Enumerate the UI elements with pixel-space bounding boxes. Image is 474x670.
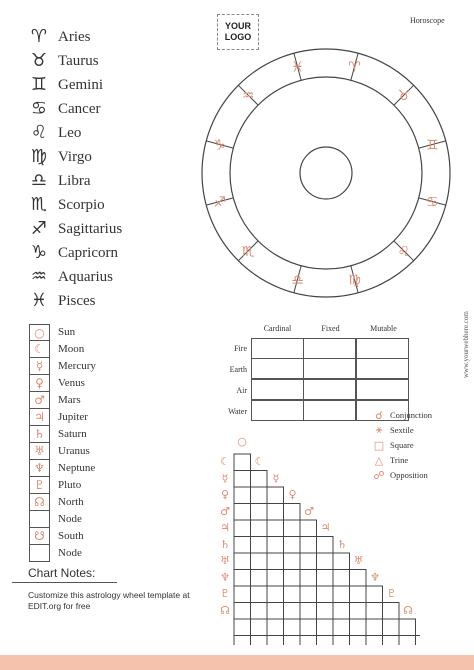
page-title: Horoscope — [410, 16, 445, 25]
aspect-grid-diagonal-icon: ♅ — [353, 554, 364, 567]
planet-name: Sun — [58, 326, 76, 338]
zodiac-sign-icon: ♏ — [30, 194, 48, 215]
aspect-grid-cell[interactable] — [317, 603, 334, 620]
planet-icon-box: ☋ — [29, 528, 50, 545]
aspect-grid-cell[interactable] — [383, 636, 400, 646]
aspect-grid-diagonal-icon: ♄ — [337, 537, 347, 551]
aspect-grid-row-icon: ♆ — [220, 570, 230, 584]
planet-icon-box — [29, 511, 50, 528]
aspect-icon: ☌ — [375, 408, 383, 422]
aspect-grid-cell[interactable] — [317, 619, 334, 636]
aspect-grid-cell[interactable] — [284, 553, 301, 570]
zodiac-sign-icon: ♊ — [30, 74, 48, 95]
aspect-grid-cell[interactable] — [234, 520, 251, 537]
aspect-grid-cell[interactable] — [267, 487, 284, 504]
wheel-sign-icon: ♉ — [397, 88, 411, 105]
planet-icon-box: ☊ — [29, 494, 50, 511]
wheel-sign-icon: ♋ — [425, 194, 439, 211]
aspect-grid-cell[interactable] — [333, 586, 350, 603]
sign-name: Aries — [58, 29, 91, 45]
aspect-grid-cell[interactable] — [350, 586, 367, 603]
planet-icon-box: ♆ — [29, 460, 50, 477]
aspect-grid-cells — [234, 454, 420, 645]
wheel-center — [300, 147, 352, 199]
element-cell[interactable] — [251, 379, 304, 400]
element-cell[interactable] — [356, 379, 409, 400]
planet-icon-box: ♇ — [29, 477, 50, 494]
aspect-grid-cell[interactable] — [234, 487, 251, 504]
planet-icon-box: ♄ — [29, 426, 50, 443]
planet-name: Jupiter — [58, 411, 88, 423]
zodiac-sign-icon: ♑ — [30, 242, 48, 263]
aspect-grid-cell[interactable] — [366, 636, 383, 646]
aspect-grid-cell[interactable] — [251, 553, 268, 570]
wheel-sign-icon: ♒ — [241, 88, 255, 105]
aspect-grid-cell[interactable] — [267, 619, 284, 636]
sign-name: Gemini — [58, 77, 103, 93]
element-cell[interactable] — [356, 338, 409, 359]
zodiac-sign-icon: ♎ — [30, 170, 48, 191]
aspect-grid-cell[interactable] — [284, 570, 301, 587]
aspect-grid-cell[interactable] — [251, 619, 268, 636]
aspect-grid-cell[interactable] — [267, 603, 284, 620]
aspect-grid-cell[interactable] — [267, 520, 284, 537]
footer-band — [0, 655, 474, 670]
aspect-grid-cell[interactable] — [399, 636, 416, 646]
aspect-grid-cell[interactable] — [300, 636, 317, 646]
sign-name: Cancer — [58, 101, 101, 117]
planet-icon-box: ☾ — [29, 341, 50, 358]
aspect-grid-cell[interactable] — [300, 586, 317, 603]
sign-name: Aquarius — [58, 269, 113, 285]
aspect-name: Opposition — [390, 470, 428, 480]
sign-name: Libra — [58, 173, 91, 189]
sign-item — [28, 218, 122, 240]
wheel-sign-icon: ♊ — [425, 137, 439, 154]
aspect-grid-cell[interactable] — [317, 570, 334, 587]
aspect-name: Square — [390, 440, 414, 450]
aspect-grid-row-icon: ♀ — [220, 488, 230, 501]
sign-item — [28, 26, 91, 48]
wheel-inner-ring — [230, 77, 422, 269]
aspect-grid-cell[interactable] — [300, 570, 317, 587]
aspect-icon: ☍ — [373, 468, 385, 482]
aspect-grid-cell[interactable] — [234, 504, 251, 521]
aspect-grid-cell[interactable] — [366, 603, 383, 620]
sign-item — [28, 74, 103, 96]
wheel-sign-icon: ♐ — [213, 194, 227, 211]
element-column-header: Cardinal — [263, 324, 292, 333]
aspect-grid-cell[interactable] — [317, 553, 334, 570]
aspect-grid-cell[interactable] — [267, 570, 284, 587]
element-cell[interactable] — [303, 338, 356, 359]
aspect-grid-cell[interactable] — [300, 537, 317, 554]
sign-item — [28, 290, 96, 312]
aspect-grid-row-icon: ♅ — [220, 554, 230, 567]
side-url: www.yourwebhere.com — [462, 311, 470, 378]
aspect-grid-cell[interactable] — [300, 520, 317, 537]
zodiac-sign-icon: ♉ — [30, 50, 48, 71]
element-cell[interactable] — [303, 379, 356, 400]
aspect-grid-diagonal-icon: ☾ — [254, 455, 265, 468]
sign-name: Pisces — [58, 293, 96, 309]
aspect-grid-cell[interactable] — [383, 619, 400, 636]
zodiac-sign-icon: ♐ — [30, 218, 48, 239]
sign-name: Leo — [58, 125, 82, 141]
aspect-grid-cell[interactable] — [234, 454, 251, 471]
aspect-grid-cell[interactable] — [383, 603, 400, 620]
aspect-icon: □ — [373, 438, 385, 452]
aspect-grid-cell[interactable] — [267, 537, 284, 554]
aspect-grid-cell[interactable] — [251, 570, 268, 587]
aspect-grid-row-icon: ☿ — [221, 471, 229, 485]
aspect-grid-cell[interactable] — [284, 636, 301, 646]
wheel-sign-icon: ♈ — [348, 59, 361, 76]
aspect-grid-diagonal-icon: ♆ — [370, 570, 380, 584]
aspect-grid-cell[interactable] — [234, 619, 251, 636]
aspect-grid-cell[interactable] — [284, 603, 301, 620]
aspect-grid-cell[interactable] — [234, 553, 251, 570]
planet-name: Node — [58, 547, 82, 559]
aspect-grid-diagonal-icon: ☿ — [272, 471, 280, 485]
element-cell[interactable] — [251, 338, 304, 359]
element-cell[interactable] — [251, 358, 304, 379]
element-cell[interactable] — [303, 358, 356, 379]
sign-item — [28, 194, 105, 216]
planet-icon-box: ♀ — [29, 375, 50, 392]
planet-name: South — [58, 530, 84, 542]
zodiac-sign-icon: ♓ — [30, 290, 48, 311]
aspect-grid-cell[interactable] — [234, 570, 251, 587]
wheel-group — [202, 49, 450, 297]
sign-name: Taurus — [58, 53, 99, 69]
aspect-grid-cell[interactable] — [366, 586, 383, 603]
aspect-grid-cell[interactable] — [251, 487, 268, 504]
element-cell[interactable] — [356, 358, 409, 379]
chart-notes-text: Customize this astrology wheel template at EDIT.org for free — [28, 590, 190, 611]
zodiac-sign-icon: ♌ — [30, 122, 48, 143]
planet-name: Mercury — [58, 360, 96, 372]
aspect-grid-cell[interactable] — [251, 603, 268, 620]
aspect-grid-cell[interactable] — [416, 636, 421, 646]
aspect-grid-cell[interactable] — [284, 537, 301, 554]
zodiac-sign-icon: ♈ — [30, 26, 48, 47]
aspect-grid-cell[interactable] — [317, 636, 334, 646]
aspect-grid-cell[interactable] — [234, 636, 251, 646]
planet-name: Neptune — [58, 462, 96, 474]
wheel-sign-icon: ♓ — [291, 59, 304, 76]
aspect-grid-cell[interactable] — [300, 603, 317, 620]
planet-name: Mars — [58, 394, 81, 406]
wheel-sign-icon: ♌ — [397, 243, 411, 260]
planet-name: Uranus — [58, 445, 90, 457]
aspect-grid-diagonal-icon: ♂ — [304, 504, 314, 518]
planet-icon-box: ♃ — [29, 409, 50, 426]
aspect-grid-cell[interactable] — [251, 636, 268, 646]
aspect-grid-cell[interactable] — [234, 603, 251, 620]
element-column-header: Mutable — [370, 324, 397, 333]
element-column-header: Fixed — [321, 324, 340, 333]
element-row-label: Air — [236, 386, 247, 395]
aspect-grid-cell[interactable] — [267, 504, 284, 521]
planet-name: Pluto — [58, 479, 82, 491]
aspect-grid-cell[interactable] — [350, 636, 367, 646]
aspect-grid-diagonal-icon: ☊ — [403, 603, 413, 617]
zodiac-wheel — [197, 44, 455, 302]
element-row-label: Water — [228, 407, 247, 416]
aspect-name: Trine — [390, 455, 409, 465]
aspect-grid-cell[interactable] — [350, 603, 367, 620]
aspect-grid-cell[interactable] — [284, 586, 301, 603]
aspect-grid-row-icon: ☊ — [220, 603, 230, 617]
aspect-grid-diagonal-icon: ○ — [237, 435, 247, 448]
chart-notes-title: Chart Notes: — [28, 566, 96, 580]
aspect-grid-cell[interactable] — [333, 553, 350, 570]
planet-name: North — [58, 496, 84, 508]
aspect-grid-cell[interactable] — [350, 570, 367, 587]
aspect-grid-cell[interactable] — [284, 619, 301, 636]
aspect-grid-cell[interactable] — [251, 504, 268, 521]
wheel-sign-icon: ♎ — [291, 272, 304, 289]
wheel-sign-icon: ♏ — [241, 243, 255, 260]
sign-item — [28, 242, 118, 264]
aspect-grid-row-icon: ☾ — [220, 455, 230, 468]
aspect-grid-row-icon: ♇ — [220, 587, 230, 600]
sign-item — [28, 50, 99, 72]
aspect-grid-diagonal-icon: ♃ — [320, 521, 331, 534]
sign-item — [28, 266, 113, 288]
planet-name: Saturn — [58, 428, 87, 440]
sign-item — [28, 146, 92, 168]
aspect-icon: ⚹ — [375, 423, 383, 436]
sign-item — [28, 170, 90, 192]
zodiac-sign-icon: ♍ — [30, 146, 48, 167]
wheel-sign-icon: ♍ — [348, 272, 361, 289]
zodiac-sign-icon: ♋ — [30, 98, 48, 119]
planet-icon-box — [29, 545, 50, 562]
planet-name: Venus — [58, 377, 85, 389]
aspect-grid-cell[interactable] — [251, 520, 268, 537]
aspect-grid-cell[interactable] — [284, 520, 301, 537]
aspect-grid-cell[interactable] — [350, 619, 367, 636]
element-row-label: Earth — [229, 365, 247, 374]
aspect-name: Conjunction — [390, 410, 433, 420]
aspect-grid-cell[interactable] — [300, 619, 317, 636]
aspect-grid-cell[interactable] — [251, 537, 268, 554]
aspect-grid-row-icon: ♂ — [220, 504, 230, 518]
planet-icon-box: ♂ — [29, 392, 50, 409]
planet-icon-box: ♅ — [29, 443, 50, 460]
sign-item — [28, 122, 81, 144]
aspect-grid-cell[interactable] — [333, 619, 350, 636]
aspect-grid-cell[interactable] — [251, 586, 268, 603]
aspect-grid-cell[interactable] — [267, 636, 284, 646]
aspect-grid-cell[interactable] — [399, 619, 416, 636]
aspect-grid-cell[interactable] — [333, 603, 350, 620]
sign-name: Sagittarius — [58, 221, 123, 237]
logo-line-2: LOGO — [224, 32, 252, 42]
sign-name: Capricorn — [58, 245, 118, 261]
aspect-grid-diagonal-icon: ♀ — [288, 488, 297, 501]
aspect-grid-cell[interactable] — [333, 636, 350, 646]
planet-name: Moon — [58, 343, 85, 355]
sign-name: Virgo — [58, 149, 92, 165]
planet-icon-box: ○ — [29, 324, 50, 341]
planet-icon-box: ☿ — [29, 358, 50, 375]
aspect-grid-cell[interactable] — [317, 586, 334, 603]
planet-name: Node — [58, 513, 82, 525]
aspect-grid-row-icon: ♄ — [220, 537, 230, 551]
aspect-grid-cell[interactable] — [284, 504, 301, 521]
chart-notes-divider — [12, 582, 117, 583]
aspect-grid-cell[interactable] — [251, 471, 268, 488]
sign-item — [28, 98, 100, 120]
aspect-name: Sextile — [390, 425, 414, 435]
aspect-grid-cell[interactable] — [267, 553, 284, 570]
element-row-label: Fire — [234, 344, 247, 353]
aspect-grid-cell[interactable] — [317, 537, 334, 554]
aspect-grid-cell[interactable] — [366, 619, 383, 636]
aspect-grid-cell[interactable] — [333, 570, 350, 587]
aspect-grid-diagonal-icon: ♇ — [386, 587, 397, 600]
aspect-grid-cell[interactable] — [234, 586, 251, 603]
sign-name: Scorpio — [58, 197, 105, 213]
aspect-grid-cell[interactable] — [267, 586, 284, 603]
logo-line-1: YOUR — [224, 21, 251, 31]
zodiac-sign-icon: ♒ — [30, 266, 48, 287]
aspect-grid-cell[interactable] — [234, 537, 251, 554]
wheel-sign-icon: ♑ — [213, 137, 227, 154]
aspect-grid-cell[interactable] — [234, 471, 251, 488]
aspect-grid-cell[interactable] — [300, 553, 317, 570]
aspect-icon: △ — [374, 453, 384, 467]
aspect-grid-row-icon: ♃ — [220, 521, 230, 534]
